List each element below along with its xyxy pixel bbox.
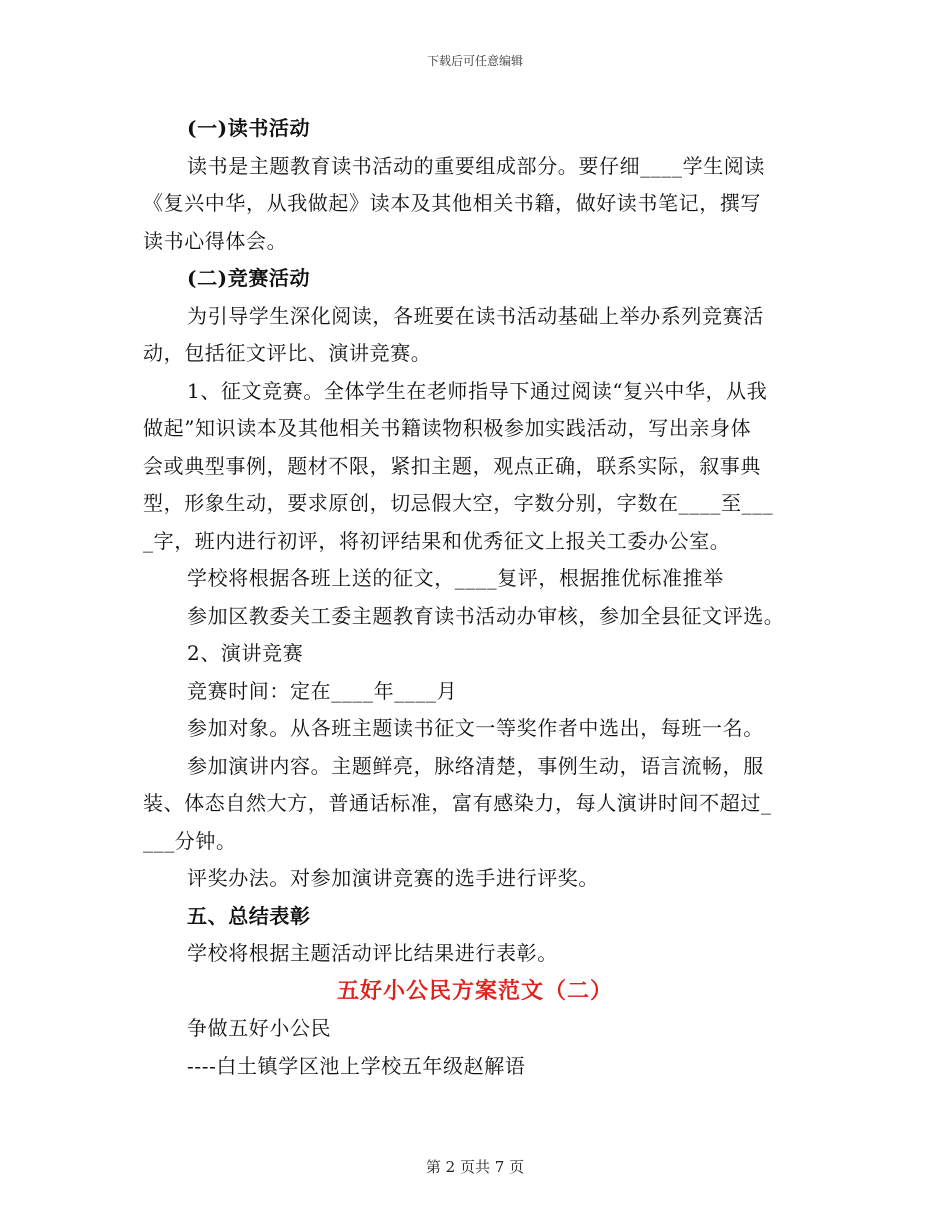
paragraph-line: 读书是主题教育读书活动的重要组成部分。要仔细____学生阅读: [187, 153, 765, 178]
paragraph-line: 动，包括征文评比、演讲竞赛。: [143, 341, 432, 365]
subsection-title: (一)读书活动: [187, 116, 311, 140]
paragraph-line: 争做五好小公民: [187, 1016, 332, 1040]
paragraph-line: 装、体态自然大方，普通话标准，富有感染力，每人演讲时间不超过_: [143, 791, 772, 815]
paragraph-line: 型，形象生动，要求原创，切忌假大空，字数分别，字数在____至___: [143, 491, 774, 515]
paragraph-line: ----白土镇学区池上学校五年级赵解语: [187, 1053, 526, 1078]
paragraph-line: 参加演讲内容。主题鲜亮，脉络清楚，事例生动，语言流畅，服: [187, 753, 764, 778]
paragraph-line: 学校将根据主题活动评比结果进行表彰。: [187, 941, 558, 965]
paragraph-line: 参加对象。从各班主题读书征文一等奖作者中选出，每班一名。: [187, 716, 764, 740]
paragraph-line: 为引导学生深化阅读，各班要在读书活动基础上举办系列竞赛活: [187, 303, 764, 328]
paragraph-line: 《复兴中华，从我做起》读本及其他相关书籍，做好读书笔记，撰写: [143, 191, 761, 215]
document-body: [143, 110, 807, 1085]
paragraph-line: 评奖办法。对参加演讲竞赛的选手进行评奖。: [187, 866, 599, 890]
paragraph-line: _字，班内进行初评，将初评结果和优秀征文上报关工委办公室。: [143, 528, 731, 553]
paragraph-line: 做起”知识读本及其他相关书籍读物积极参加实践活动，写出亲身体: [143, 416, 752, 440]
paragraph-line: 会或典型事例，题材不限，紧扣主题，观点正确，联系实际，叙事典: [143, 453, 761, 478]
page-number: 第 2 页共 7 页: [425, 1158, 525, 1176]
paragraph-line: 学校将根据各班上送的征文，____复评，根据推优标准推举: [187, 566, 724, 590]
page-header: 下载后可任意编辑: [426, 54, 523, 68]
paragraph-line: 读书心得体会。: [143, 228, 288, 253]
paragraph-line: 参加区教委关工委主题教育读书活动办审核，参加全县征文评选。: [187, 603, 785, 628]
section-heading: 五好小公民方案范文（二）: [336, 977, 613, 1004]
paragraph-line: 1、征文竞赛。全体学生在老师指导下通过阅读“复兴中华，从我: [187, 378, 768, 403]
paragraph-line: 2、演讲竞赛: [187, 641, 304, 665]
paragraph-line: 竞赛时间：定在____年____月: [187, 678, 458, 703]
subsection-title: 五、总结表彰: [187, 903, 311, 928]
paragraph-line: ___分钟。: [143, 828, 237, 853]
subsection-title: (二)竞赛活动: [187, 266, 311, 290]
